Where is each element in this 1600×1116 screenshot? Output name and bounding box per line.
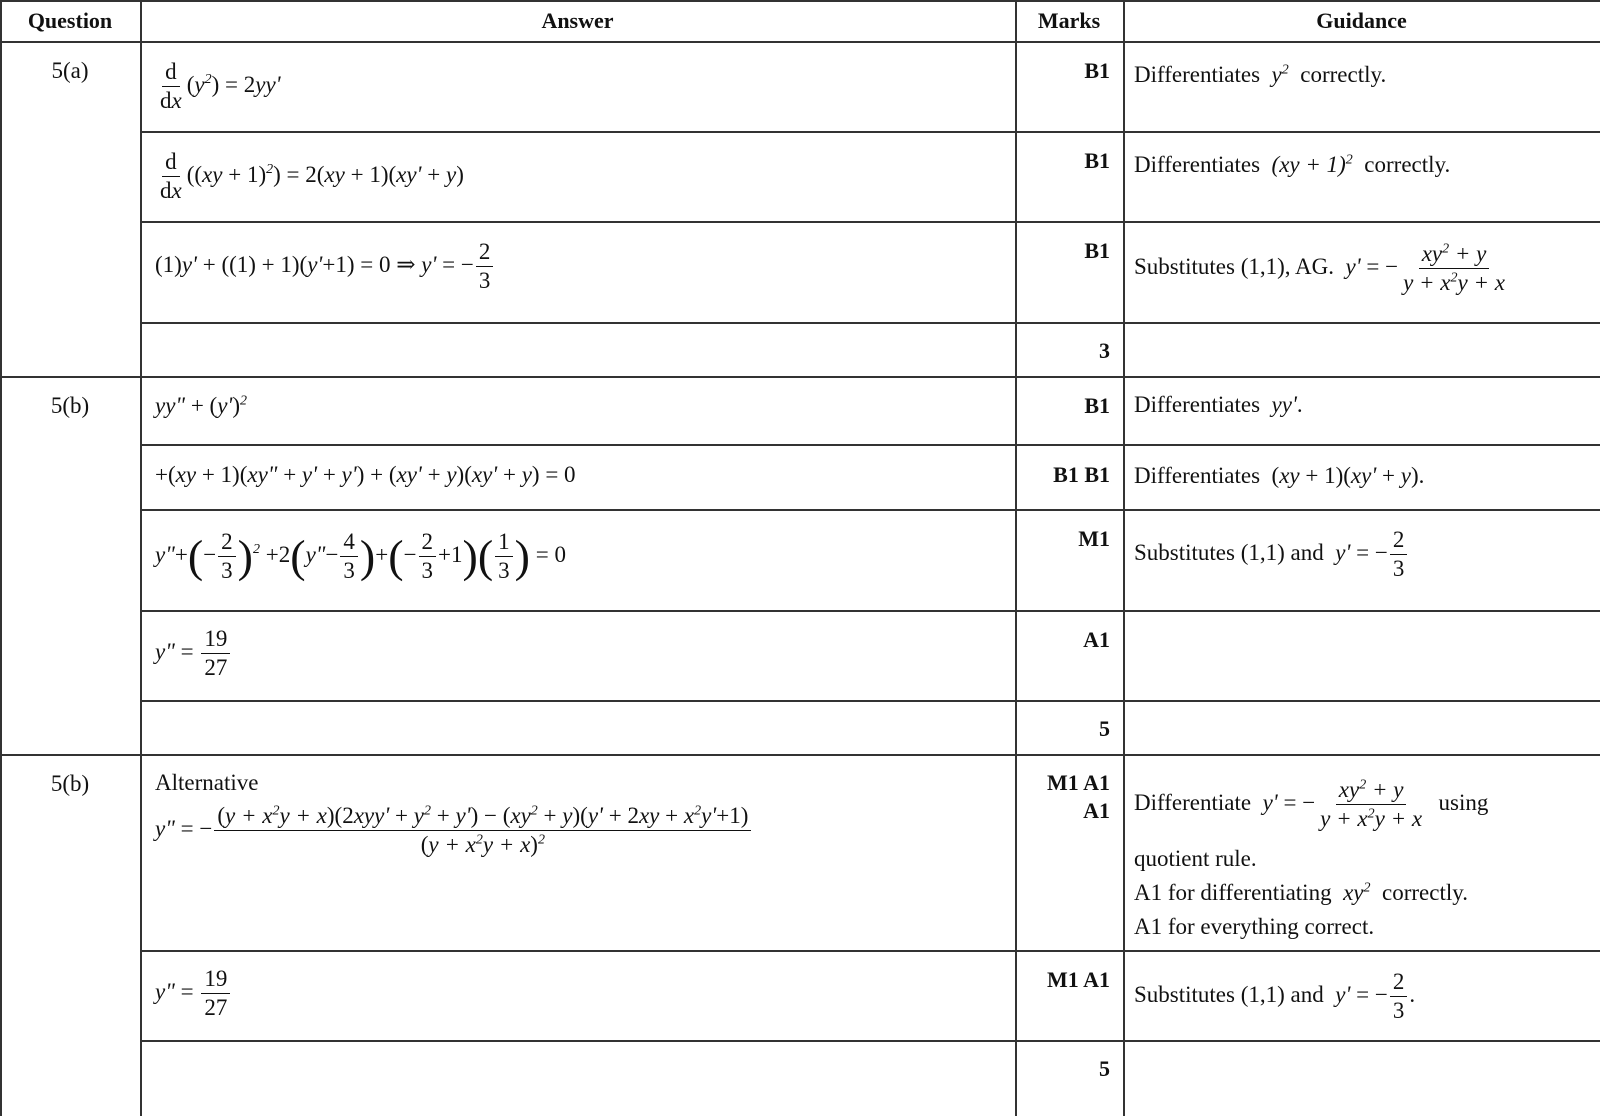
rule <box>1123 0 1125 1116</box>
mark-5b-alt-1b: A1 <box>1083 798 1110 823</box>
rule <box>0 0 1600 2</box>
guidance-5b-alt-1: Differentiate y' = − $\frac{xy^2 + y}{y + x^2y + x}$ using <box>1134 777 1489 831</box>
mark-5b-alt-1a: M1 A1 <box>1047 770 1110 795</box>
rule <box>140 700 1600 702</box>
mark-5b-1: B1 <box>1084 393 1110 418</box>
question-5a: 5(a) <box>51 58 89 83</box>
guidance-5a-1: Differentiates $y^2$ correctly. <box>1134 62 1387 87</box>
guidance-5b-alt-3: A1 for differentiating $xy^2$ correctly. <box>1134 880 1468 905</box>
header-question: Question <box>27 8 113 33</box>
rule <box>0 376 1600 378</box>
mark-5b-4: A1 <box>1083 627 1110 652</box>
answer-5a-3: (1)y' + ((1) + 1)(y'+1) = 0 ⇒ y' = − $\frac{2}{3}$ <box>155 238 495 295</box>
answer-5a-1: $\frac{d}{dx}$ $(y^2) = 2yy'$ <box>160 59 281 113</box>
answer-5a-2: $\frac{d}{dx}$ ((xy + 1)$^2$) = 2(xy + 1)(xy' + y) <box>160 149 464 203</box>
rule <box>0 754 1600 756</box>
mark-5b-3: M1 <box>1078 526 1110 551</box>
rule <box>140 0 142 1116</box>
rule <box>140 221 1600 223</box>
rule <box>140 322 1600 324</box>
guidance-5b-alt-5: Substitutes (1,1) and y' = − $\frac{2}{3}$ . <box>1134 969 1416 1023</box>
mark-5a-2: B1 <box>1084 148 1110 173</box>
question-5b: 5(b) <box>50 393 90 418</box>
guidance-5b-3: Substitutes (1,1) and y' = − $\frac{2}{3}$ <box>1134 526 1409 583</box>
rule <box>140 444 1600 446</box>
rule <box>0 41 1600 43</box>
header-guidance: Guidance <box>1316 8 1407 33</box>
guidance-5b-alt-2: quotient rule. <box>1134 846 1257 871</box>
mark-5b-alt-2: M1 A1 <box>1047 967 1110 992</box>
rule <box>0 0 2 1116</box>
answer-5b-alt-2: y" = $\frac{19}{27}$ <box>155 965 232 1022</box>
guidance-5b-alt-4: A1 for everything correct. <box>1134 914 1375 939</box>
guidance-5b-2: Differentiates (xy + 1)(xy' + y). <box>1134 463 1425 488</box>
mark-5b-total: 5 <box>1099 716 1110 741</box>
answer-5b-4: y" = $\frac{19}{27}$ <box>155 625 232 682</box>
rule <box>140 950 1600 952</box>
answer-5b-1: yy" + $(y')^2$ <box>155 393 248 418</box>
mark-5b-2: B1 B1 <box>1053 462 1110 487</box>
rule <box>140 509 1600 511</box>
question-5b-alt: 5(b) <box>50 771 90 796</box>
rule <box>140 1040 1600 1042</box>
answer-5b-2: +(xy + 1)(xy" + y' + y') + (xy' + y)(xy' + y) = 0 <box>155 462 576 487</box>
header-answer: Answer <box>541 8 614 33</box>
mark-5a-3: B1 <box>1084 238 1110 263</box>
guidance-5b-1: Differentiates yy'. <box>1134 392 1303 417</box>
rule <box>140 131 1600 133</box>
rule <box>140 610 1600 612</box>
mark-5a-total: 3 <box>1099 338 1110 363</box>
answer-5b-3: y"+(− $\frac{2}{3}$ )$^2$ +2(y"− $\frac{4}{3}$ )+(− $\frac{2}{3}$ +1)( $\frac{1}{3}$ ) = 0 <box>155 529 566 583</box>
answer-5b-alt-1: y" = − $(y + x^2y + x)(2xyy' + y^2 + y') - (xy^2 + y)(y' + 2xy + x^2y'+1)$ $(y + x^2y + x)^2$ <box>155 802 753 859</box>
alternative-label: Alternative <box>155 770 259 795</box>
mark-5b-alt-total: 5 <box>1099 1056 1110 1081</box>
header-marks: Marks <box>1037 8 1101 33</box>
guidance-5a-2: Differentiates (xy + 1)$^2$ correctly. <box>1134 152 1451 177</box>
mark-5a-1: B1 <box>1084 58 1110 83</box>
guidance-5a-3: Substitutes (1,1), AG. y' = − $\frac{xy^2 + y}{y + x^2y + x}$ <box>1134 241 1505 295</box>
